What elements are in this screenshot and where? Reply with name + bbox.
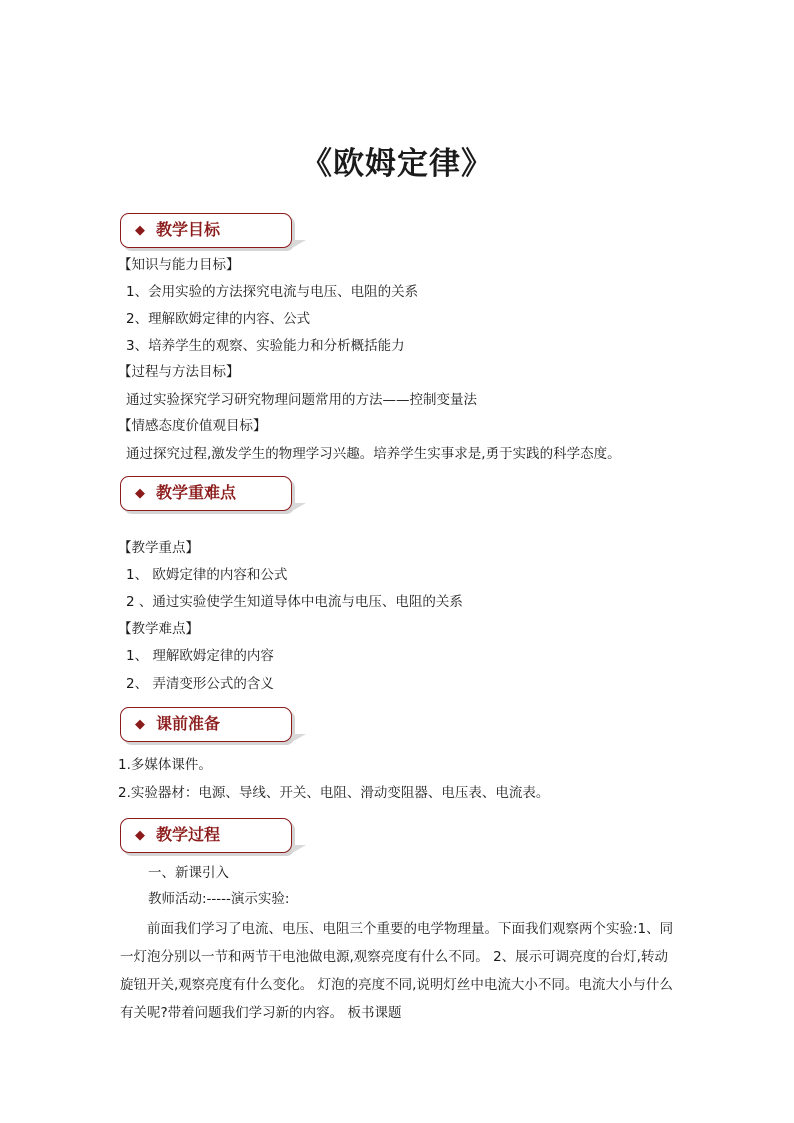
- teacher-activity: 教师活动:-----演示实验:: [148, 891, 290, 907]
- header-tail-decoration: [292, 734, 306, 742]
- header-tail-decoration: [292, 240, 306, 248]
- section-label: 教学过程: [156, 825, 221, 844]
- knowledge-item: 2、理解欧姆定律的内容、公式: [126, 311, 311, 327]
- focus-item: 1、 欧姆定律的内容和公式: [126, 567, 288, 583]
- header-tail-decoration: [292, 503, 306, 511]
- focus-heading: 【教学重点】: [118, 540, 199, 556]
- emotion-text: 通过探究过程,激发学生的物理学习兴趣。培养学生实事求是,勇于实践的科学态度。: [126, 446, 621, 462]
- process-method-text: 通过实验探究学习研究物理问题常用的方法——控制变量法: [126, 392, 477, 408]
- header-tail-decoration: [292, 845, 306, 853]
- difficulty-item: 2、 弄清变形公式的含义: [126, 676, 274, 692]
- document-title: 《欧姆定律》: [301, 146, 493, 182]
- section-label: 教学重难点: [156, 483, 237, 502]
- knowledge-item: 3、培养学生的观察、实验能力和分析概括能力: [126, 338, 405, 354]
- section-header-key-points: [120, 476, 292, 511]
- intro-paragraph: 前面我们学习了电流、电压、电阻三个重要的电学物理量。下面我们观察两个实验:1、同一灯泡分别以一节和两节干电池做电源,观察亮度有什么不同。 2、展示可调亮度的台灯,转动旋钮开关,观察亮度有什么变化。 灯泡的亮度不同,说明灯丝中电流大小不同。电流大小与什么有关呢?带着问题我们学习新的内容。 板书课题: [120, 921, 674, 1021]
- section-header-goals: [120, 213, 292, 248]
- difficulty-item: 1、 理解欧姆定律的内容: [126, 648, 274, 664]
- diamond-icon: ◆: [135, 717, 145, 732]
- diamond-icon: ◆: [135, 486, 145, 501]
- knowledge-item: 1、会用实验的方法探究电流与电压、电阻的关系: [126, 284, 419, 300]
- preparation-item: 2.实验器材：电源、导线、开关、电阻、滑动变阻器、电压表、电流表。: [118, 785, 550, 801]
- section-header-preparation: [120, 707, 292, 742]
- section-label: 教学目标: [156, 220, 221, 239]
- section-header-process: [120, 818, 292, 853]
- focus-item: 2 、通过实验使学生知道导体中电流与电压、电阻的关系: [126, 594, 463, 610]
- process-method-heading: 【过程与方法目标】: [118, 364, 240, 380]
- diamond-icon: ◆: [135, 223, 145, 238]
- knowledge-heading: 【知识与能力目标】: [118, 257, 240, 273]
- difficulty-heading: 【教学难点】: [118, 621, 199, 637]
- section-label: 课前准备: [156, 714, 221, 733]
- diamond-icon: ◆: [135, 828, 145, 843]
- preparation-item: 1.多媒体课件。: [118, 757, 212, 773]
- process-step: 一、新课引入: [148, 865, 229, 881]
- emotion-heading: 【情感态度价值观目标】: [118, 418, 267, 434]
